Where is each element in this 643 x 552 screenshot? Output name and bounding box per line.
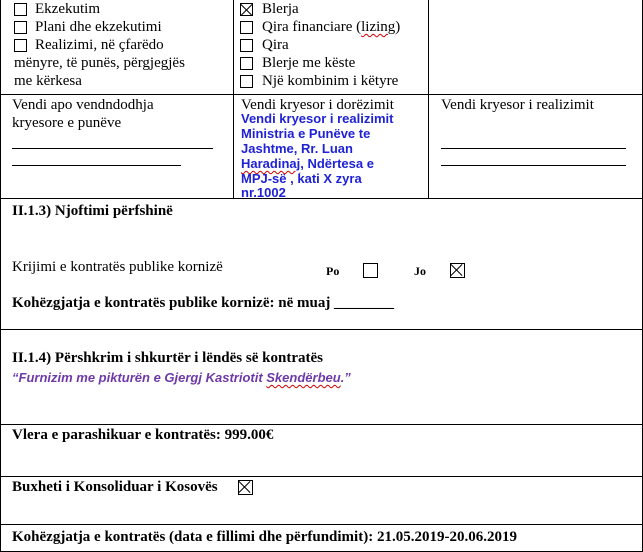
- row-divider-3: [0, 329, 643, 330]
- checkbox-jo-checked[interactable]: [450, 263, 465, 278]
- label-qira-financiare: Qira financiare (lizing): [262, 19, 401, 35]
- works-location-blank-1[interactable]: [12, 148, 213, 149]
- label-realizimi-line2: mënyre, të punës, përgjegjës: [14, 55, 185, 71]
- label-ekzekutim: Ekzekutim: [35, 1, 100, 17]
- framework-duration-label: Kohëzgjatja e kontratës publike kornizë: në muaj ________: [12, 295, 395, 311]
- delivery-location-line-6: nr.1002: [241, 185, 286, 200]
- checkbox-realizimi[interactable]: [14, 39, 27, 52]
- estimated-value: Vlera e parashikuar e kontratës: 999.00€: [12, 427, 274, 443]
- works-location-label: Vendi apo vendndodhja: [12, 97, 154, 113]
- checkbox-qira-financiare[interactable]: [240, 21, 253, 34]
- contract-subject-description: “Furnizim me pikturën e Gjergj Kastriotit Skendërbeu.”: [12, 370, 351, 385]
- delivery-location-label: Vendi kryesor i dorëzimit: [241, 97, 394, 113]
- po-label: Po: [326, 264, 340, 278]
- checkbox-qira[interactable]: [240, 39, 253, 52]
- table-border-left: [0, 0, 1, 552]
- delivery-location-line-5: MPJ-së , kati X zyra: [241, 171, 362, 186]
- section-heading-ii-1-4: II.1.4) Përshkrim i shkurtër i lëndës së kontratës: [12, 350, 323, 366]
- row-divider-1: [0, 94, 643, 95]
- label-blerje-me-keste: Blerje me këste: [262, 55, 356, 71]
- label-blerja: Blerja: [262, 1, 299, 17]
- row-divider-2: [0, 198, 643, 199]
- works-location-label-line2: kryesore e punëve: [12, 115, 122, 131]
- budget-label: Buxheti i Konsoliduar i Kosovës: [12, 479, 218, 495]
- section-heading-ii-1-3: II.1.3) Njoftimi përfshinë: [12, 203, 173, 219]
- checkbox-blerja-checked[interactable]: [240, 3, 253, 16]
- services-location-label: Vendi kryesor i realizimit: [441, 97, 594, 113]
- row-divider-4: [0, 424, 643, 425]
- delivery-location-line-3: Jashtme, Rr. Luan: [241, 141, 353, 156]
- column-divider-1: [233, 0, 234, 198]
- delivery-location-line-2: Ministria e Punëve te: [241, 126, 371, 141]
- row-divider-6: [0, 524, 643, 525]
- label-realizimi: Realizimi, në çfarëdo: [35, 37, 164, 53]
- works-location-blank-2[interactable]: [12, 165, 181, 166]
- contract-duration: Kohëzgjatja e kontratës (data e fillimi dhe përfundimit): 21.05.2019-20.06.2019: [12, 529, 517, 545]
- checkbox-po[interactable]: [363, 263, 378, 278]
- jo-label: Jo: [414, 264, 426, 278]
- label-realizimi-line3: me kërkesa: [14, 73, 82, 89]
- checkbox-ekzekutim[interactable]: [14, 3, 27, 16]
- label-qira: Qira: [262, 37, 289, 53]
- checkbox-plani-dhe-ekzekutimi[interactable]: [14, 21, 27, 34]
- checkbox-budget-checked[interactable]: [238, 480, 253, 495]
- delivery-location-line-1: Vendi kryesor i realizimit: [241, 111, 394, 126]
- services-location-blank-1[interactable]: [441, 148, 626, 149]
- label-nje-kombinim: Një kombinim i këtyre: [262, 73, 399, 89]
- services-location-blank-2[interactable]: [441, 165, 626, 166]
- checkbox-nje-kombinim[interactable]: [240, 75, 253, 88]
- delivery-location-line-4: Haradinaj, Ndërtesa e: [241, 156, 374, 171]
- row-divider-5: [0, 476, 643, 477]
- checkbox-blerje-me-keste[interactable]: [240, 57, 253, 70]
- label-plani-dhe-ekzekutimi: Plani dhe ekzekutimi: [35, 19, 162, 35]
- column-divider-2: [428, 0, 429, 198]
- framework-contract-label: Krijimi e kontratës publike kornizë: [12, 259, 223, 275]
